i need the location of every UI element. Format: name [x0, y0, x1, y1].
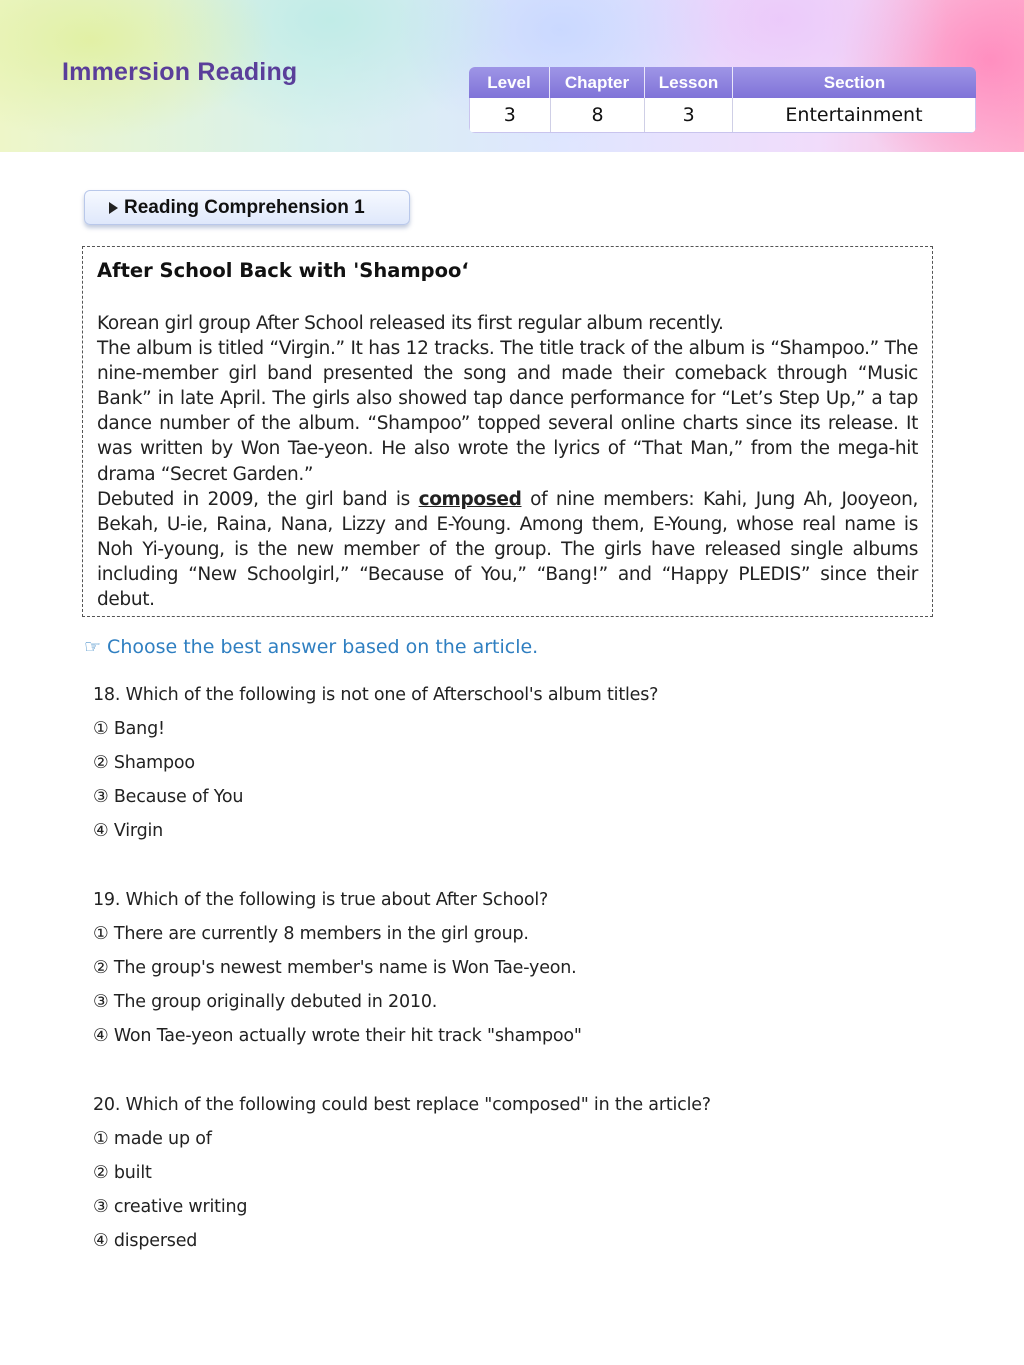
- instruction-text: Choose the best answer based on the article.: [107, 636, 539, 658]
- section-tab: [84, 190, 410, 225]
- app-title: Immersion Reading: [62, 58, 298, 86]
- answer-option[interactable]: ③ Because of You: [93, 787, 244, 807]
- level-header: Level: [469, 67, 550, 98]
- level-value: 3: [470, 98, 551, 132]
- answer-option[interactable]: ④ dispersed: [93, 1231, 198, 1251]
- answer-option[interactable]: ① made up of: [93, 1129, 212, 1149]
- article-paragraph-2: The album is titled “Virgin.” It has 12 tracks. The title track of the album is “Shampoo.” The nine-member girl band presented the song and made their comeback through “Music Bank” in late April. The girls also showed tap dance performance for “Let’s Step Up,” a tap dance number of the album. “Shampoo” topped several online charts since its release. It was written by Won Tae-yeon. He also wrote the lyrics of “That Man,” from the mega-hit drama “Secret Garden.”: [97, 338, 918, 485]
- section-header: Section: [823, 72, 886, 92]
- section-value: Entertainment: [785, 104, 923, 126]
- question-18: [93, 682, 953, 852]
- lesson-header: Lesson: [645, 67, 733, 98]
- answer-option[interactable]: ④ Virgin: [93, 821, 164, 841]
- triangle-right-icon: [109, 202, 118, 214]
- lesson-info-header: [469, 67, 976, 98]
- answer-option[interactable]: ② built: [93, 1163, 152, 1183]
- article-box: [82, 246, 933, 617]
- lesson-info-values: [469, 98, 976, 133]
- question-text: 18. Which of the following is not one of Afterschool's album titles?: [93, 685, 659, 705]
- answer-option[interactable]: ② The group's newest member's name is Won Tae-yeon.: [93, 958, 577, 978]
- answer-option[interactable]: ③ The group originally debuted in 2010.: [93, 992, 438, 1012]
- chapter-header: Chapter: [550, 67, 645, 98]
- answer-option[interactable]: ③ creative writing: [93, 1197, 248, 1217]
- question-text: 20. Which of the following could best replace "composed" in the article?: [93, 1095, 711, 1115]
- section-tab-label: Reading Comprehension 1: [124, 196, 365, 218]
- question-20: [93, 1092, 953, 1262]
- question-text: 19. Which of the following is true about After School?: [93, 890, 549, 910]
- article-paragraph-3: [97, 487, 918, 612]
- lesson-value: 3: [645, 98, 733, 132]
- header-banner: [0, 0, 1024, 152]
- answer-option[interactable]: ④ Won Tae-yeon actually wrote their hit track "shampoo": [93, 1026, 582, 1046]
- answer-option[interactable]: ② Shampoo: [93, 753, 195, 773]
- article-title: After School Back with 'Shampoo‘: [97, 259, 469, 282]
- keyword-composed: composed: [418, 488, 522, 510]
- answer-option[interactable]: ① There are currently 8 members in the girl group.: [93, 924, 529, 944]
- article-paragraph-3-end: of nine members: Kahi, Jung Ah, Jooyeon, Bekah, U-ie, Raina, Nana, Lizzy and E-Young. Among them, E-Young, whose real name is Noh Yi-young, is the new member of the group. The girls have released single albums including “New Schoolgirl,” “Because of You,” “Bang!” and “Happy PLEDIS” since their debut.: [97, 488, 918, 611]
- article-paragraph-1: Korean girl group After School released its first regular album recently.: [97, 313, 724, 334]
- lesson-info-table: [469, 67, 976, 133]
- chapter-value: 8: [551, 98, 646, 132]
- article-body: [97, 311, 918, 612]
- article-paragraph-3-start: Debuted in 2009, the girl band is: [97, 488, 419, 510]
- question-19: [93, 887, 953, 1057]
- instruction: [84, 636, 538, 658]
- pointing-hand-icon: ☞: [84, 636, 102, 658]
- answer-option[interactable]: ① Bang!: [93, 719, 165, 739]
